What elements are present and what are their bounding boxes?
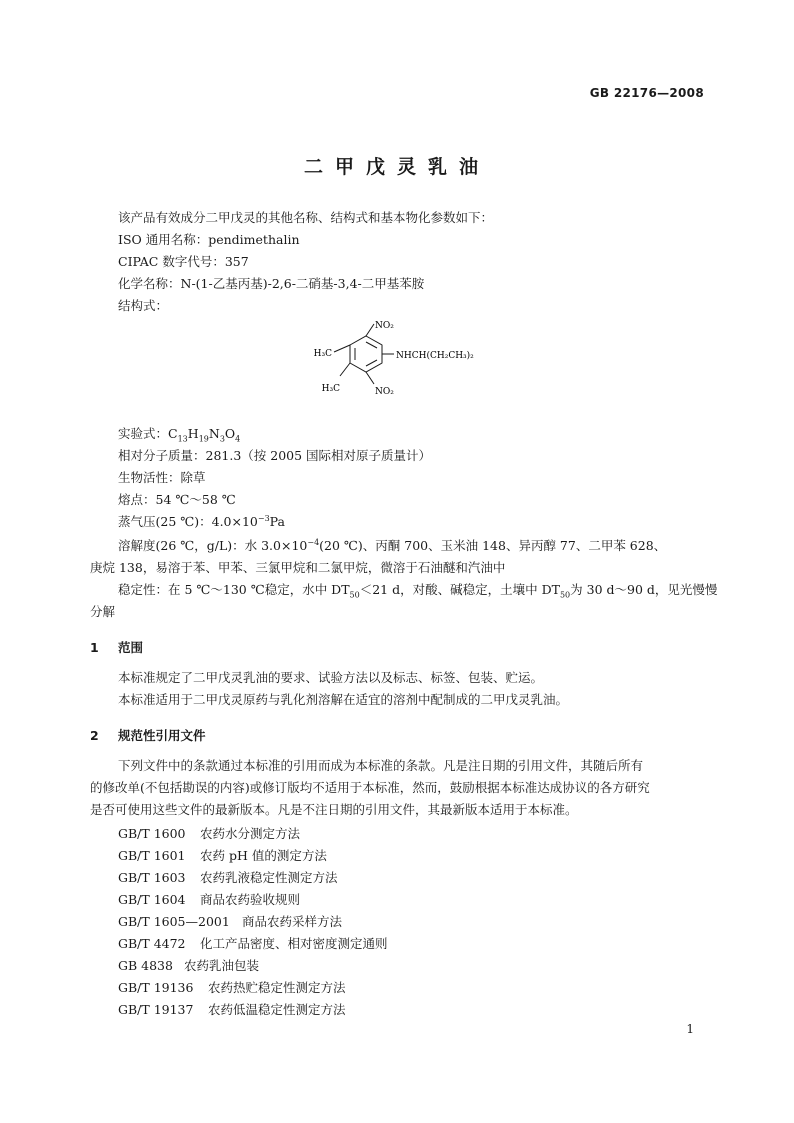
molecular-weight: 相对分子质量：281.3（按 2005 国际相对原子质量计） [118, 448, 432, 463]
reference-item: GB/T 19137 农药低温稳定性测定方法 [118, 1002, 346, 1017]
reference-item: GB/T 1603 农药乳液稳定性测定方法 [118, 870, 338, 885]
nitro-group-bottom: NO₂ [375, 387, 394, 397]
section-2-heading: 2 规范性引用文件 [90, 728, 206, 743]
iso-name: ISO 通用名称：pendimethalin [118, 232, 300, 247]
document-title: 二甲戊灵乳油 [303, 156, 490, 178]
structural-formula [290, 312, 520, 402]
cipac-code: CIPAC 数字代号：357 [118, 254, 249, 269]
reference-item: GB/T 4472 化工产品密度、相对密度测定通则 [118, 936, 388, 951]
standard-number: GB 22176—2008 [589, 86, 704, 100]
stability-line-1: 稳定性：在 5 ℃～130 ℃稳定，水中 $DT_{50}<21$ d，对酸、碱稳定，土壤中 $DT_{50}$为 30 d～90 d，见光慢慢 [118, 582, 718, 600]
section-2-line-2: 的修改单(不包括勘误的内容)或修订版均不适用于本标准，然而，鼓励根据本标准达成协议的各方研究 [90, 780, 650, 795]
structure-label: 结构式： [118, 298, 169, 313]
reference-item: GB/T 1605—2001 商品农药采样方法 [118, 914, 343, 929]
reference-item: GB/T 1600 农药水分测定方法 [118, 826, 301, 841]
section-2-line-3: 是否可使用这些文件的最新版本。凡是不注日期的引用文件，其最新版本适用于本标准。 [90, 802, 578, 817]
empirical-formula: 实验式：$C_{13}H_{19}N_3O_4$ [118, 426, 241, 444]
section-1-heading: 1 范围 [90, 640, 144, 655]
intro-lead: 该产品有效成分二甲戊灵的其他名称、结构式和基本物化参数如下： [118, 210, 494, 225]
solubility-line-2: 庚烷 138，易溶于苯、甲苯、三氯甲烷和二氯甲烷，微溶于石油醚和汽油中 [90, 560, 506, 575]
reference-item: GB/T 1601 农药 pH 值的测定方法 [118, 848, 327, 863]
solubility-line-1: 溶解度(26 ℃，g/L)：水 $3.0\times 10^{-4}(20$ ℃)、丙酮 700、玉米油 148、异丙醇 77、二甲苯 628、 [118, 537, 667, 553]
vapor-pressure: 蒸气压(25 ℃)：$4.0\times 10^{-3}Pa$ [118, 513, 285, 529]
methyl-group-lower: H₃C [321, 384, 340, 394]
bioactivity: 生物活性：除草 [118, 470, 206, 485]
nitro-group-top: NO₂ [375, 321, 394, 331]
page-number: 1 [686, 1022, 694, 1036]
methyl-group-upper: H₃C [313, 349, 332, 359]
reference-item: GB 4838 农药乳油包装 [118, 958, 260, 973]
stability-line-2: 分解 [90, 604, 116, 619]
section-2-line-1: 下列文件中的条款通过本标准的引用而成为本标准的条款。凡是注日期的引用文件，其随后所有 [118, 758, 644, 773]
section-1-paragraph-1: 本标准规定了二甲戊灵乳油的要求、试验方法以及标志、标签、包装、贮运。 [118, 670, 544, 685]
amine-group: NHCH(CH₂CH₃)₂ [396, 351, 474, 361]
chemical-name: 化学名称：N-(1-乙基丙基)-2,6-二硝基-3,4-二甲基苯胺 [118, 276, 425, 291]
reference-item: GB/T 1604 商品农药验收规则 [118, 892, 301, 907]
reference-item: GB/T 19136 农药热贮稳定性测定方法 [118, 980, 346, 995]
section-1-paragraph-2: 本标准适用于二甲戊灵原药与乳化剂溶解在适宜的溶剂中配制成的二甲戊灵乳油。 [118, 692, 569, 707]
melting-point: 熔点：54 ℃～58 ℃ [118, 492, 236, 507]
